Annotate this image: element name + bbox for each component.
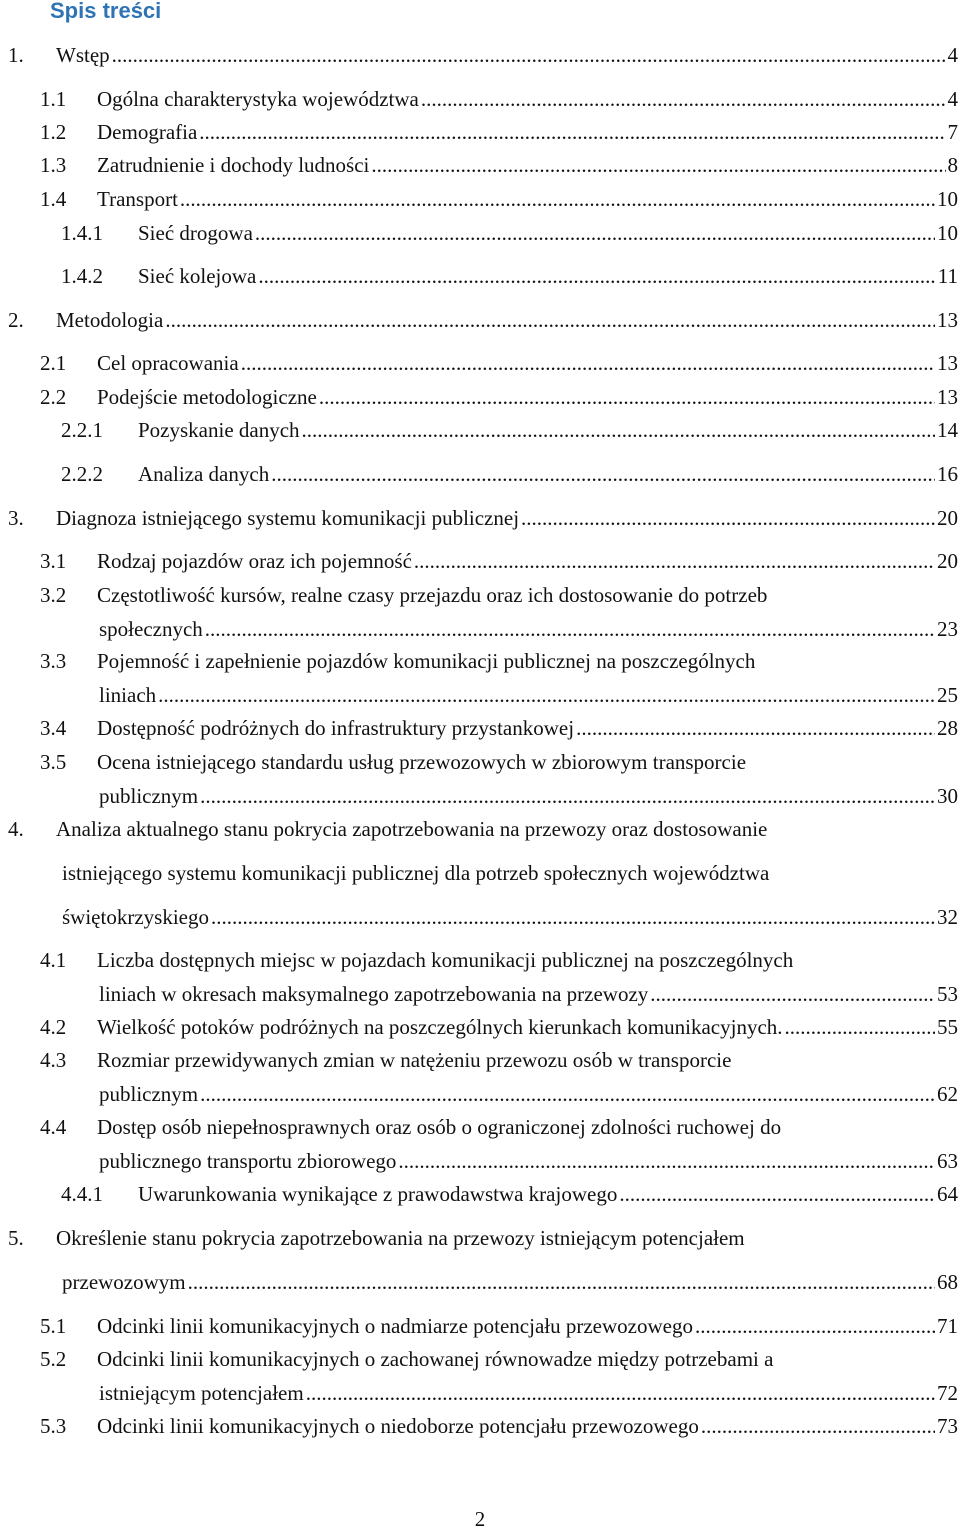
toc-dot-leader [188, 1269, 935, 1295]
toc-entry-number: 3.4 [40, 716, 67, 740]
toc-entry-number: 1.2 [40, 120, 67, 144]
toc-entry-number: 4. [8, 817, 24, 841]
toc-dot-leader [180, 186, 935, 212]
toc-entry-title: Wstęp [56, 43, 110, 67]
toc-entry-number: 1.4 [40, 187, 67, 211]
toc-entry-title: Odcinki linii komunikacyjnych o nadmiarze potencjału przewozowego [97, 1314, 693, 1338]
toc-entry-page: 71 [937, 1314, 958, 1338]
toc-entry-page: 63 [937, 1149, 958, 1173]
toc-entry-title: Zatrudnienie i dochody ludności [97, 153, 370, 177]
toc-entry-number: 2. [8, 308, 24, 332]
toc-entry-title: publicznego transportu zbiorowego [99, 1149, 397, 1173]
toc-entry-number: 4.2 [40, 1015, 67, 1039]
toc-entry-title: Określenie stanu pokrycia zapotrzebowania na przewozy istniejącym potencjałem [56, 1226, 745, 1250]
toc-dot-leader [521, 505, 935, 531]
toc-entry-title: Analiza danych [138, 462, 270, 486]
toc-entry-title: Analiza aktualnego stanu pokrycia zapotrzebowania na przewozy oraz dostosowanie [56, 817, 768, 841]
toc-entry-title: Wielkość potoków podróżnych na poszczególnych kierunkach komunikacyjnych. [97, 1015, 783, 1039]
toc-entry-page: 13 [937, 308, 958, 332]
toc-entry-page: 13 [937, 385, 958, 409]
toc-entry-title: Odcinki linii komunikacyjnych o zachowanej równowadze między potrzebami a [97, 1347, 774, 1371]
toc-entry-title: Rodzaj pojazdów oraz ich pojemność [97, 549, 412, 573]
toc-entry-title: Uwarunkowania wynikające z prawodawstwa krajowego [138, 1182, 618, 1206]
toc-dot-leader [302, 417, 935, 443]
toc-heading: Spis treści [50, 0, 162, 23]
toc-entry-title: Odcinki linii komunikacyjnych o niedoborze potencjału przewozowego [97, 1414, 699, 1438]
toc-dot-leader [695, 1313, 935, 1339]
toc-dot-leader [112, 42, 946, 68]
toc-entry-number: 3.3 [40, 649, 67, 673]
toc-entry-page: 10 [937, 221, 958, 245]
toc-entry-number: 3.5 [40, 750, 67, 774]
toc-dot-leader [421, 86, 946, 112]
toc-entry-page: 16 [937, 462, 958, 486]
toc-entry-number: 5.1 [40, 1314, 67, 1338]
toc-entry-page: 20 [937, 549, 958, 573]
toc-dot-leader [241, 350, 935, 376]
toc-dot-leader [205, 616, 935, 642]
toc-entry-number: 4.4.1 [61, 1182, 103, 1206]
toc-entry-page: 4 [947, 87, 958, 111]
toc-entry-page: 23 [937, 617, 958, 641]
toc-dot-leader [576, 715, 935, 741]
toc-entry-page: 8 [947, 153, 958, 177]
toc-entry-title: Pojemność i zapełnienie pojazdów komunikacji publicznej na poszczególnych [97, 649, 756, 673]
toc-entry-page: 28 [937, 716, 958, 740]
toc-entry-number: 4.4 [40, 1115, 67, 1139]
toc-dot-leader [158, 682, 935, 708]
toc-entry-page: 30 [937, 784, 958, 808]
toc-dot-leader [371, 152, 945, 178]
toc-entry-page: 64 [937, 1182, 958, 1206]
toc-entry-number: 2.1 [40, 351, 67, 375]
toc-dot-leader [200, 783, 935, 809]
toc-entry-number: 2.2.2 [61, 462, 103, 486]
toc-entry-title: Sieć kolejowa [138, 264, 257, 288]
toc-entry-number: 5. [8, 1226, 24, 1250]
toc-entry-page: 4 [947, 43, 958, 67]
toc-entry-number: 1.3 [40, 153, 67, 177]
toc-dot-leader [785, 1014, 935, 1040]
toc-entry-number: 4.3 [40, 1048, 67, 1072]
toc-entry-title: Diagnoza istniejącego systemu komunikacji publicznej [56, 506, 520, 530]
toc-entry-number: 1.4.2 [61, 264, 103, 288]
toc-entry-title: Rozmiar przewidywanych zmian w natężeniu przewozu osób w transporcie [97, 1048, 732, 1072]
toc-dot-leader [619, 1181, 935, 1207]
toc-entry-page: 53 [937, 982, 958, 1006]
toc-entry-title: Demografia [97, 120, 198, 144]
toc-entry-number: 1. [8, 43, 24, 67]
toc-entry-page: 7 [947, 120, 958, 144]
toc-entry-number: 1.1 [40, 87, 67, 111]
toc-entry-number: 2.2.1 [61, 418, 103, 442]
toc-entry-page: 25 [937, 683, 958, 707]
toc-entry-title: Podejście metodologiczne [97, 385, 317, 409]
toc-entry-number: 1.4.1 [61, 221, 103, 245]
toc-entry-number: 3. [8, 506, 24, 530]
toc-dot-leader [271, 461, 935, 487]
toc-entry-title: istniejącego systemu komunikacji publicznej dla potrzeb społecznych województwa [62, 861, 770, 885]
toc-entry-title: Ogólna charakterystyka województwa [97, 87, 419, 111]
toc-entry-title: Transport [97, 187, 178, 211]
toc-dot-leader [414, 548, 935, 574]
toc-entry-title: Ocena istniejącego standardu usług przewozowych w zbiorowym transporcie [97, 750, 747, 774]
toc-dot-leader [211, 904, 935, 930]
toc-entry-number: 3.2 [40, 583, 67, 607]
toc-entry-title: publicznym [99, 784, 199, 808]
toc-entry-title: społecznych [99, 617, 203, 641]
toc-entry-page: 10 [937, 187, 958, 211]
page-number: 2 [474, 1507, 486, 1531]
toc-dot-leader [200, 1081, 935, 1107]
toc-entry-title: Dostępność podróżnych do infrastruktury przystankowej [97, 716, 575, 740]
toc-entry-title: liniach w okresach maksymalnego zapotrzebowania na przewozy [99, 982, 649, 1006]
toc-entry-number: 4.1 [40, 948, 67, 972]
toc-entry-number: 2.2 [40, 385, 67, 409]
toc-dot-leader [199, 119, 945, 145]
toc-entry-title: świętokrzyskiego [62, 905, 209, 929]
toc-dot-leader [255, 220, 935, 246]
toc-entry-number: 5.2 [40, 1347, 67, 1371]
toc-dot-leader [306, 1380, 935, 1406]
toc-entry-number: 5.3 [40, 1414, 67, 1438]
toc-entry-title: Metodologia [56, 308, 164, 332]
toc-entry-page: 32 [937, 905, 958, 929]
toc-entry-title: Dostęp osób niepełnosprawnych oraz osób o ograniczonej zdolności ruchowej do [97, 1115, 782, 1139]
toc-dot-leader [398, 1148, 935, 1174]
toc-entry-title: Sieć drogowa [138, 221, 253, 245]
toc-entry-title: istniejącym potencjałem [99, 1381, 304, 1405]
toc-entry-page: 62 [937, 1082, 958, 1106]
toc-entry-page: 14 [937, 418, 958, 442]
toc-entry-title: Cel opracowania [97, 351, 239, 375]
toc-entry-page: 68 [937, 1270, 958, 1294]
toc-dot-leader [701, 1413, 935, 1439]
toc-entry-page: 72 [937, 1381, 958, 1405]
toc-entry-title: Pozyskanie danych [138, 418, 300, 442]
toc-entry-title: liniach [99, 683, 157, 707]
toc-dot-leader [650, 981, 935, 1007]
toc-dot-leader [319, 384, 935, 410]
toc-dot-leader [258, 263, 935, 289]
toc-entry-page: 55 [937, 1015, 958, 1039]
toc-entry-page: 20 [937, 506, 958, 530]
toc-entry-title: Liczba dostępnych miejsc w pojazdach komunikacji publicznej na poszczególnych [97, 948, 794, 972]
toc-entry-number: 3.1 [40, 549, 67, 573]
toc-entry-title: przewozowym [62, 1270, 186, 1294]
toc-entry-page: 11 [937, 264, 958, 288]
toc-entry-title: Częstotliwość kursów, realne czasy przejazdu oraz ich dostosowanie do potrzeb [97, 583, 768, 607]
toc-entry-page: 13 [937, 351, 958, 375]
toc-entry-title: publicznym [99, 1082, 199, 1106]
toc-dot-leader [165, 307, 935, 333]
toc-entry-page: 73 [937, 1414, 958, 1438]
